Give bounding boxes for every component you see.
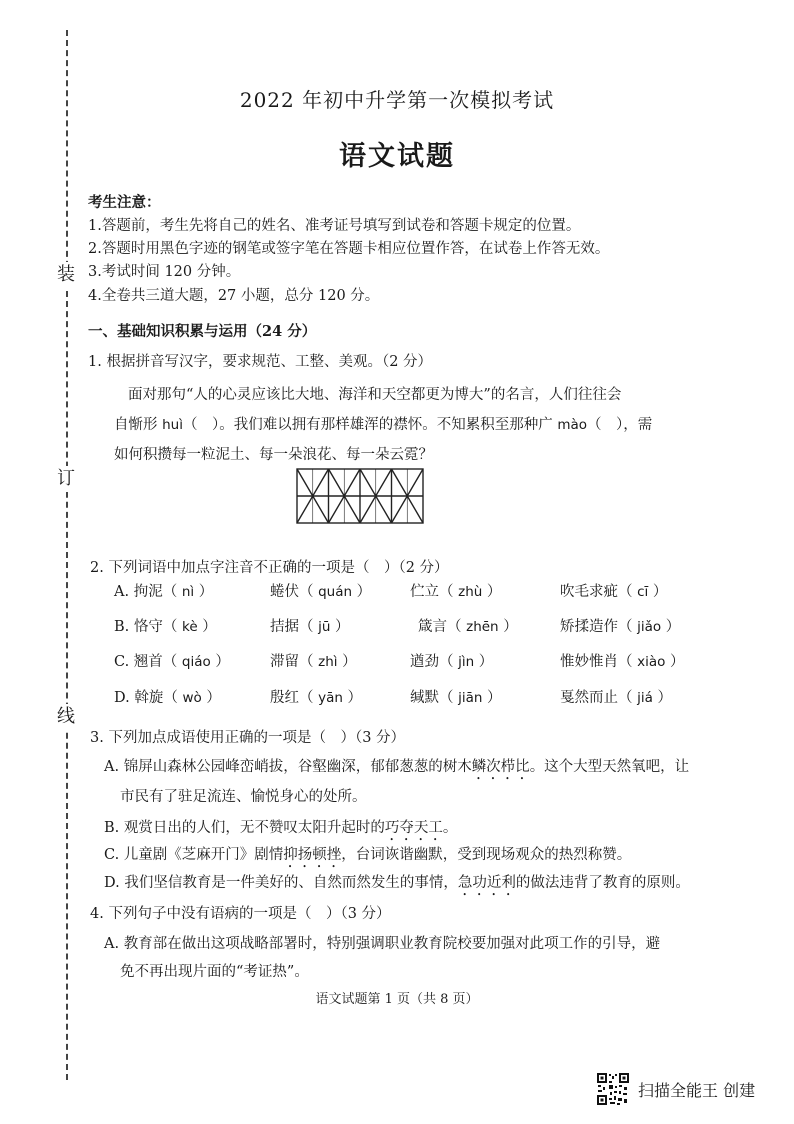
- page-footer: 语文试题第 1 页（共 8 页）: [315, 992, 479, 1007]
- notice-item-2: 2.答题时用黑色字迹的钢笔或签字笔在答题卡相应位置作答，在试卷上作答无效。: [88, 241, 610, 257]
- q1-passage-line-3: 如何积攒每一粒泥土、每一朵浪花、每一朵云霓？: [114, 447, 433, 463]
- binding-dashed-line: [66, 30, 68, 1080]
- q3-stem: 3. 下列加点成语使用正确的一项是（ ）（3 分）: [90, 730, 406, 746]
- notice-heading: 考生注意：: [88, 194, 161, 211]
- notice-item-1: 1.答题前，考生先将自己的姓名、准考证号填写到试卷和答题卡规定的位置。: [88, 218, 581, 234]
- q1-stem: 1. 根据拼音写汉字，要求规范、工整、美观。（2 分）: [88, 354, 433, 370]
- q2-option-a-4: 吹毛求疵（ cī ）: [560, 584, 668, 600]
- margin-char-xian: 线: [57, 704, 75, 730]
- margin-char-ding: 订: [57, 466, 75, 492]
- q2-option-d-2: 殷红（ yān ）: [270, 690, 363, 706]
- exam-title: 2022 年初中升学第一次模拟考试: [239, 88, 555, 112]
- q4-stem: 4. 下列句子中没有语病的一项是（ ）（3 分）: [90, 906, 391, 922]
- q3-option-b: B. 观赏日出的人们，无不赞叹太阳升起时的巧夺天工。: [104, 820, 458, 836]
- scanner-watermark: [596, 1072, 755, 1106]
- q3-option-a-line-1: A. 锦屏山森林公园峰峦峭拔，谷壑幽深，郁郁葱葱的树木鳞次栉比。这个大型天然氧吧，让: [104, 759, 690, 775]
- qr-code-icon: [596, 1072, 630, 1106]
- q2-option-b-1: B. 恪守（ kè ）: [114, 619, 217, 635]
- q2-option-c-1: C. 翘首（ qiáo ）: [114, 654, 230, 670]
- section-1-heading: 一、基础知识积累与运用（24 分）: [88, 323, 317, 340]
- q2-option-b-2: 拮据（ jū ）: [270, 619, 350, 635]
- q2-option-c-3: 遒劲（ jìn ）: [410, 654, 494, 670]
- q4-option-a-line-2: 免不再出现片面的“考证热”。: [120, 964, 309, 980]
- q3-option-a-line-2: 市民有了驻足流连、愉悦身心的处所。: [120, 789, 367, 805]
- q3-option-c: C. 儿童剧《芝麻开门》剧情抑扬顿挫，台词诙谐幽默，受到现场观众的热烈称赞。: [104, 847, 632, 863]
- q2-option-a-2: 蜷伏（ quán ）: [270, 584, 372, 600]
- q1-passage-line-2: 自惭形 huì（ ）。我们难以拥有那样雄浑的襟怀。不知累积至那种广 mào（ ），需: [114, 417, 653, 433]
- q2-option-d-1: D. 斡旋（ wò ）: [114, 690, 221, 706]
- q2-option-b-3: 箴言（ zhēn ）: [418, 619, 518, 635]
- q2-option-a-1: A. 拘泥（ nì ）: [114, 584, 214, 600]
- q2-stem: 2. 下列词语中加点字注音不正确的一项是（ ）（2 分）: [90, 560, 449, 576]
- writing-grid-rice-cells: [296, 468, 424, 524]
- q2-option-d-3: 缄默（ jiān ）: [410, 690, 502, 706]
- q2-option-c-4: 惟妙惟肖（ xiào ）: [560, 654, 685, 670]
- q3-option-d: D. 我们坚信教育是一件美好的、自然而然发生的事情，急功近利的做法违背了教育的原则。: [104, 875, 690, 891]
- q2-option-d-4: 戛然而止（ jiá ）: [560, 690, 672, 706]
- q2-option-a-3: 伫立（ zhù ）: [410, 584, 502, 600]
- q2-option-c-2: 滞留（ zhì ）: [270, 654, 357, 670]
- q2-option-b-4: 矫揉造作（ jiǎo ）: [560, 619, 681, 635]
- scanner-label: 扫描全能王 创建: [638, 1080, 756, 1100]
- notice-item-3: 3.考试时间 120 分钟。: [88, 264, 241, 280]
- margin-char-zhuang: 装: [57, 262, 75, 288]
- notice-item-4: 4.全卷共三道大题，27 小题，总分 120 分。: [88, 288, 380, 304]
- q1-passage-line-1: 面对那句“人的心灵应该比大地、海洋和天空都更为博大”的名言，人们往往会: [128, 387, 622, 403]
- subject-title: 语文试题: [339, 141, 455, 172]
- q4-option-a-line-1: A. 教育部在做出这项战略部署时，特别强调职业教育院校要加强对此项工作的引导，避: [104, 936, 661, 952]
